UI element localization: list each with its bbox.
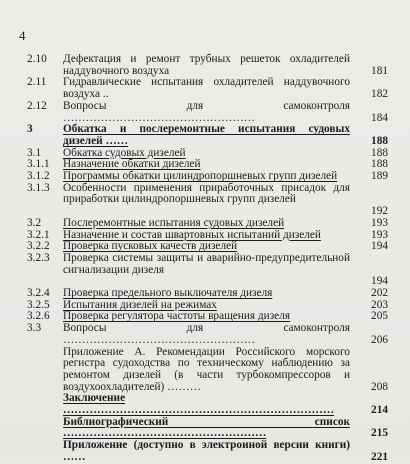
toc-entry-title: Проверка регулятора частоты вращения дизеля xyxy=(63,310,291,323)
toc-entry-title: Проверка пусковых качеств дизелей xyxy=(63,240,238,253)
toc-entry-title: Библиографический список ……………………………………………… xyxy=(63,415,350,440)
toc-entry-title: Назначение обкатки дизелей xyxy=(63,158,201,171)
table-of-contents xyxy=(0,54,410,464)
toc-entry-conclusion xyxy=(0,393,410,416)
toc-entry-title: Назначение и состав швартовных испытаний дизелей xyxy=(63,228,321,241)
toc-entry-page: 202 xyxy=(371,287,388,300)
toc-entry-page: 206 xyxy=(371,333,388,346)
toc-entry-title: Дефектация и ремонт трубных решеток охладителей наддувочного воздуха xyxy=(63,53,350,77)
toc-entry-page: 203 xyxy=(371,298,388,311)
toc-entry-2-10 xyxy=(0,54,410,77)
toc-entry-page: 184 xyxy=(371,111,388,124)
toc-entry-page: 208 xyxy=(371,380,388,393)
toc-entry-title: Проверка предельного выключателя дизеля xyxy=(63,287,273,300)
toc-entry-title: Программы обкатки цилиндропоршневых групп дизелей xyxy=(63,170,338,183)
toc-entry-page: 188 xyxy=(371,134,388,147)
toc-entry-number: 3.2.6 xyxy=(27,310,50,323)
toc-entry-number: 3.1 xyxy=(27,146,42,159)
toc-entry-page: 214 xyxy=(371,404,388,417)
toc-entry-page: 189 xyxy=(371,170,388,183)
toc-entry-number: 3.2.3 xyxy=(27,251,50,264)
toc-entry-title: Вопросы для самоконтроля …………………………………………… xyxy=(63,99,350,124)
toc-entry-number: 3 xyxy=(27,123,33,136)
toc-entry-title: Приложение (доступно в электроиной версии книги) …… xyxy=(63,439,350,463)
toc-entry-title: Обкатка судовых дизелей xyxy=(63,146,186,159)
toc-entry-page: 205 xyxy=(371,310,388,323)
toc-entry-page: 181 xyxy=(371,64,388,77)
toc-entry-3 xyxy=(0,124,410,147)
toc-entry-page: 221 xyxy=(371,450,388,463)
toc-entry-title: Испытания дизелей на режимах xyxy=(63,298,217,311)
toc-entry-number: 2.10 xyxy=(27,53,47,65)
toc-entry-title: Особенности применения приработочных присадок для приработки цилиндропоршневых групп дизелей xyxy=(63,181,350,206)
toc-entry-3-3 xyxy=(0,323,410,346)
toc-entry-appendix-online xyxy=(0,440,410,463)
toc-entry-number: 3.2 xyxy=(27,216,42,229)
toc-entry-title: Обкатка и послеремонтные испытания судовых дизелей …… xyxy=(63,123,350,147)
page-number: 4 xyxy=(19,28,26,43)
toc-entry-3-2 xyxy=(0,218,410,230)
toc-entry-page: 188 xyxy=(371,146,388,159)
toc-entry-number: 3.2.1 xyxy=(27,228,50,241)
toc-entry-number: 2.11 xyxy=(27,76,47,89)
toc-entry-page: 182 xyxy=(371,88,388,101)
toc-entry-page: 188 xyxy=(371,158,388,171)
toc-entry-page: 193 xyxy=(371,216,388,229)
toc-entry-2-11 xyxy=(0,77,410,100)
toc-entry-page: 192 xyxy=(371,205,388,218)
toc-entry-page: 194 xyxy=(371,275,388,288)
toc-entry-title: Гидравлические испытания охладителей наддувочного воздуха .. xyxy=(63,76,350,101)
toc-entry-number: 3.2.4 xyxy=(27,287,50,300)
toc-entry-title: Проверка системы защиты и аварийно-предупредительной сигнализации дизеля xyxy=(63,251,350,276)
toc-entry-3-1 xyxy=(0,148,410,160)
toc-entry-appendix-a xyxy=(0,347,410,394)
toc-entry-number: 3.3 xyxy=(27,322,42,335)
toc-entry-page: 193 xyxy=(371,228,388,241)
toc-entry-title: Заключение ……………………………………………………………… xyxy=(63,392,335,417)
toc-entry-bibliography xyxy=(0,417,410,440)
toc-entry-title: Вопросы для самоконтроля …………………………………………… xyxy=(63,322,350,346)
toc-entry-3-2-4 xyxy=(0,288,410,300)
toc-entry-number: 3.1.2 xyxy=(27,170,50,183)
toc-entry-3-2-3 xyxy=(0,253,410,288)
toc-entry-title: Послеремонтные испытания судовых дизелей xyxy=(63,216,285,229)
toc-entry-number: 3.2.2 xyxy=(27,240,50,253)
toc-entry-number: 3.2.5 xyxy=(27,298,50,311)
toc-entry-title: Приложение А. Рекомендации Российского морского регистра судоходства по техническому наблюдению за ремонтом дизелей (в части турбокомпрессоров и воздухоохладителей) ……… xyxy=(63,345,350,393)
toc-entry-number: 3.1.1 xyxy=(27,158,50,171)
toc-entry-3-1-2 xyxy=(0,171,410,183)
toc-entry-page: 215 xyxy=(371,427,388,440)
toc-entry-page: 194 xyxy=(371,240,388,253)
toc-entry-number: 2.12 xyxy=(27,99,47,112)
toc-entry-2-12 xyxy=(0,101,410,124)
toc-entry-3-1-3 xyxy=(0,183,410,218)
toc-entry-number: 3.1.3 xyxy=(27,181,50,194)
